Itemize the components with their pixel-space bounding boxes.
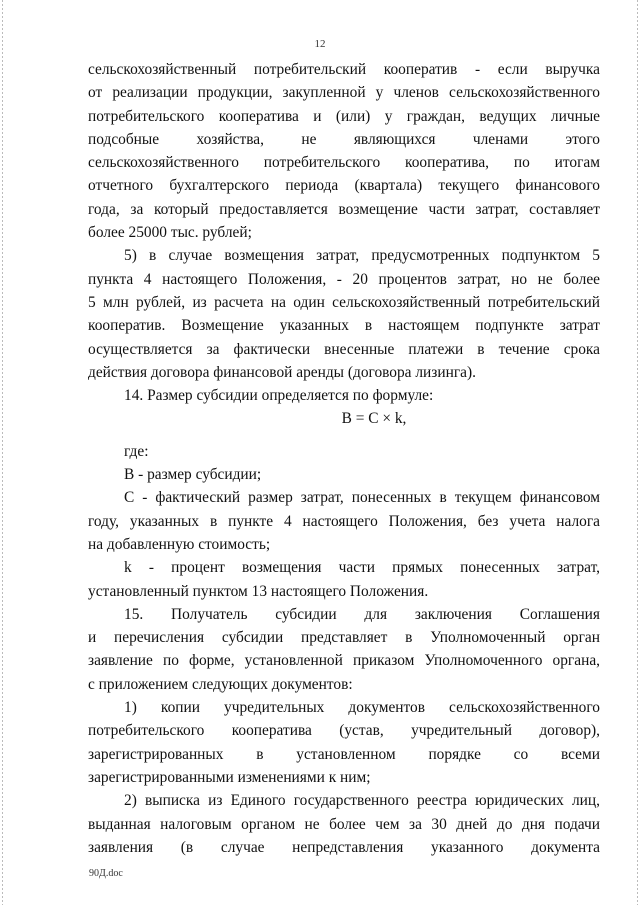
paragraph-where [88, 440, 600, 463]
text-line: B - размер субсидии; [124, 466, 262, 484]
definition-c [88, 486, 600, 556]
text-line: и перечисления субсидии представляет в Уполномоченный орган [88, 629, 600, 647]
text-line: году, указанных в пункте 4 настоящего Положения, без учета налога [88, 512, 600, 530]
text-line: сельскохозяйственного потребительского кооператива, по итогам [88, 154, 600, 172]
text-line: отчетного бухгалтерского периода (квартала) текущего финансового [88, 177, 600, 195]
text-line: зарегистрированными изменениями к ним; [88, 768, 371, 786]
text-line: на добавленную стоимость; [88, 535, 271, 553]
text-line: установленный пунктом 13 настоящего Положения. [88, 582, 429, 600]
text-line: более 25000 тыс. рублей; [88, 224, 252, 242]
list-item-1 [88, 696, 600, 789]
text-line: кооператив. Возмещение указанных в настоящем подпункте затрат [88, 317, 600, 335]
text-line: выданная налоговым органом не более чем за 30 дней до дня подачи [88, 815, 600, 833]
definition-b [88, 463, 600, 486]
text-line: 15. Получатель субсидии для заключения Соглашения [124, 605, 600, 623]
text-line: сельскохозяйственный потребительский кооператив - если выручка [88, 61, 600, 78]
text-line: зарегистрированных в установленном порядке со всеми [88, 745, 600, 763]
text-line: потребительского кооператива (устав, учредительный договор), [88, 722, 600, 740]
definition-k [88, 556, 600, 603]
text-line: 5 млн рублей, из расчета на один сельскохозяйственный потребительский [88, 293, 600, 311]
text-line: с приложением следующих документов: [88, 675, 353, 693]
subsidy-formula: B = C × k, [341, 410, 407, 428]
document-body [88, 58, 600, 859]
text-line: пункта 4 настоящего Положения, - 20 процентов затрат, но не более [88, 270, 600, 288]
scan-edge-right [637, 0, 638, 905]
list-item-2 [88, 789, 600, 859]
paragraph-item-5 [88, 244, 600, 384]
paragraph-continuation [88, 58, 600, 244]
paragraph-section-15 [88, 603, 600, 696]
text-line: заявления (в случае непредставления указанного документа [88, 838, 600, 856]
text-line: подсобные хозяйства, не являющихся членами этого [88, 130, 600, 148]
page-number: 12 [314, 38, 326, 50]
paragraph-section-14 [88, 384, 600, 407]
scan-edge-left [2, 0, 3, 905]
text-line: 14. Размер субсидии определяется по формуле: [124, 387, 434, 405]
text-line: C - фактический размер затрат, понесенных в текущем финансовом [124, 489, 600, 507]
text-line: 2) выписка из Единого государственного реестра юридических лиц, [124, 792, 600, 810]
text-line: осуществляется за фактически внесенные платежи в течение срока [88, 340, 600, 358]
text-line: заявление по форме, установленной приказом Уполномоченного органа, [88, 652, 600, 670]
footer-filename: 90Д.doc [89, 868, 123, 879]
text-line: 1) копии учредительных документов сельскохозяйственного [124, 699, 600, 717]
text-line: года, за который предоставляется возмещение части затрат, составляет [88, 200, 600, 218]
text-line: действия договора финансовой аренды (договора лизинга). [88, 363, 476, 381]
text-line: k - процент возмещения части прямых понесенных затрат, [124, 559, 600, 577]
text-line: от реализации продукции, закупленной у членов сельскохозяйственного [88, 84, 600, 102]
text-line: 5) в случае возмещения затрат, предусмотренных подпунктом 5 [124, 247, 600, 265]
text-line: потребительского кооператива и (или) у граждан, ведущих личные [88, 107, 600, 125]
text-line: где: [124, 442, 149, 460]
